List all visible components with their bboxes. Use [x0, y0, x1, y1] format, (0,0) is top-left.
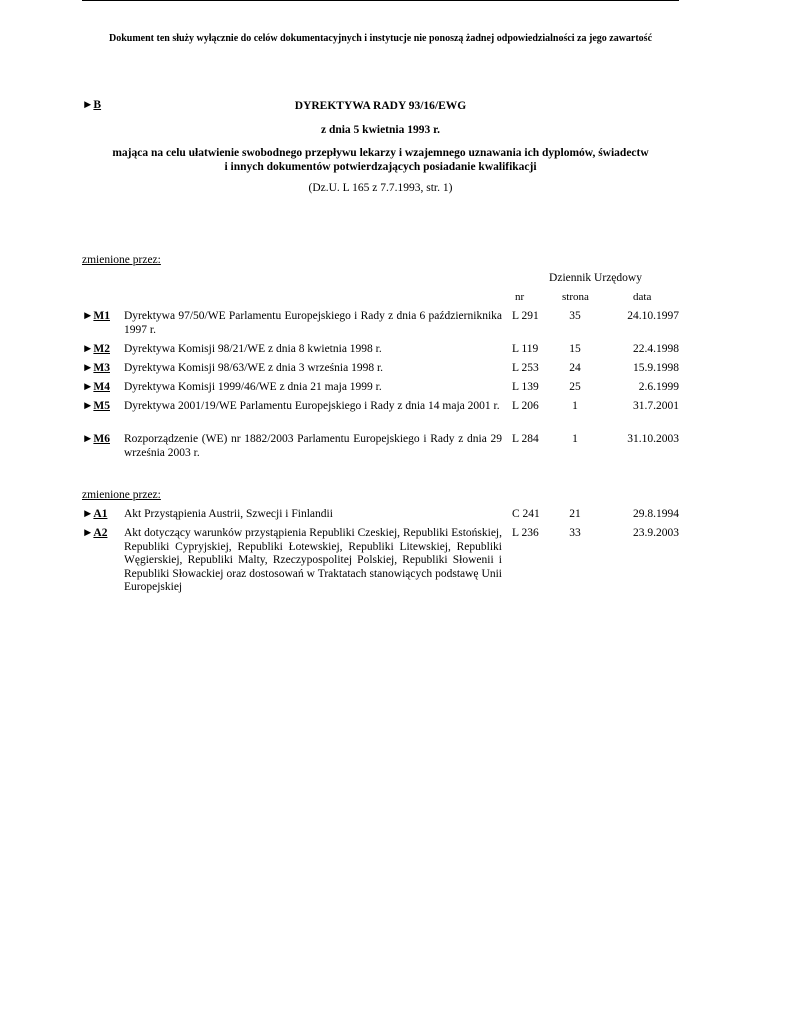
- arrow-icon: ►: [82, 343, 94, 355]
- amendment-link[interactable]: ►M5: [82, 400, 110, 412]
- arrow-icon: ►: [82, 310, 94, 322]
- arrow-icon: ►: [82, 400, 94, 412]
- oj-page: 24: [569, 362, 581, 374]
- oj-heading: Dziennik Urzędowy: [549, 272, 642, 284]
- oj-page: 1: [572, 433, 578, 445]
- arrow-icon: ►: [82, 433, 94, 445]
- amended-acts-label: zmienione przez:: [82, 489, 161, 501]
- top-rule: [82, 0, 679, 1]
- arrow-icon: ►: [82, 527, 94, 539]
- amendment-title: Dyrektywa Komisji 1999/46/WE z dnia 21 maja 1999 r.: [124, 381, 382, 393]
- oj-number: L 291: [512, 310, 539, 322]
- oj-page: 21: [569, 508, 581, 520]
- arrow-icon: ►: [82, 362, 94, 374]
- oj-page: 35: [569, 310, 581, 322]
- oj-page: 1: [572, 400, 578, 412]
- oj-page: 25: [569, 381, 581, 393]
- oj-date: 23.9.2003: [633, 527, 679, 539]
- accession-link[interactable]: ►A1: [82, 508, 108, 520]
- document-title: DYREKTYWA RADY 93/16/EWG: [294, 100, 467, 112]
- oj-number: L 284: [512, 433, 539, 445]
- accession-link[interactable]: ►A2: [82, 527, 108, 539]
- oj-date: 29.8.1994: [633, 508, 679, 520]
- column-header-date: data: [633, 291, 652, 303]
- amendment-title: Dyrektywa 2001/19/WE Parlamentu Europejskiego i Rady z dnia 14 maja 2001 r.: [124, 400, 500, 412]
- amendment-title: Dyrektywa 97/50/WE Parlamentu Europejskiego i Rady z dnia 6 październiknika 1997 r.: [124, 310, 502, 336]
- oj-date: 2.6.1999: [638, 381, 679, 393]
- oj-date: 22.4.1998: [633, 343, 679, 355]
- oj-number: L 139: [512, 381, 539, 393]
- oj-page: 33: [569, 527, 581, 539]
- oj-number: C 241: [512, 508, 540, 520]
- amendment-title: Dyrektywa Komisji 98/63/WE z dnia 3 września 1998 r.: [124, 362, 384, 374]
- document-date: z dnia 5 kwietnia 1993 r.: [320, 124, 441, 136]
- oj-reference: (Dz.U. L 165 z 7.7.1993, str. 1): [308, 182, 453, 194]
- amendment-link[interactable]: ►M3: [82, 362, 110, 374]
- oj-date: 31.10.2003: [627, 433, 679, 445]
- oj-page: 15: [569, 343, 581, 355]
- amended-by-label: zmienione przez:: [82, 254, 161, 266]
- amendment-link[interactable]: ►M4: [82, 381, 110, 393]
- oj-date: 24.10.1997: [627, 310, 679, 322]
- arrow-icon: ►: [82, 99, 94, 111]
- column-header-page: strona: [562, 291, 589, 303]
- accession-title: Akt Przystąpienia Austrii, Szwecji i Finlandii: [124, 508, 333, 520]
- oj-number: L 253: [512, 362, 539, 374]
- oj-number: L 119: [512, 343, 539, 355]
- amendment-title: Rozporządzenie (WE) nr 1882/2003 Parlamentu Europejskiego i Rady z dnia 29 września 2003 r.: [124, 433, 502, 459]
- oj-date: 15.9.1998: [633, 362, 679, 374]
- oj-number: L 236: [512, 527, 539, 539]
- column-header-nr: nr: [515, 291, 525, 303]
- accession-title: Akt dotyczący warunków przystąpienia Republiki Czeskiej, Republiki Estońskiej, Republiki Cypryjskiej, Republiki Łotewskiej, Republiki Litewskiej, Republiki Węgierskiej, Republiki Malty, Rzeczypospolitej Polskiej, Republiki Słowenii i Republiki Słowackiej oraz dostosowań w Traktatach stanowiących podstawę Unii Europejskiej: [124, 527, 502, 593]
- amendment-link[interactable]: ►M2: [82, 343, 110, 355]
- disclaimer: Dokument ten służy wyłącznie do celów dokumentacyjnych i instytucje nie ponoszą żadnej odpowiedzialności za jego zawartość: [108, 33, 653, 44]
- oj-number: L 206: [512, 400, 539, 412]
- amendment-link[interactable]: ►M1: [82, 310, 110, 322]
- document-subject: mająca na celu ułatwienie swobodnego przepływu lekarzy i wzajemnego uznawania ich dyplomów, świadectw i innych dokumentów potwierdzających posiadanie kwalifikacji: [112, 147, 649, 173]
- arrow-icon: ►: [82, 508, 94, 520]
- arrow-icon: ►: [82, 381, 94, 393]
- amendment-title: Dyrektywa Komisji 98/21/WE z dnia 8 kwietnia 1998 r.: [124, 343, 382, 355]
- oj-date: 31.7.2001: [633, 400, 679, 412]
- amendment-link[interactable]: ►M6: [82, 433, 110, 445]
- marker-code: B: [93, 99, 102, 111]
